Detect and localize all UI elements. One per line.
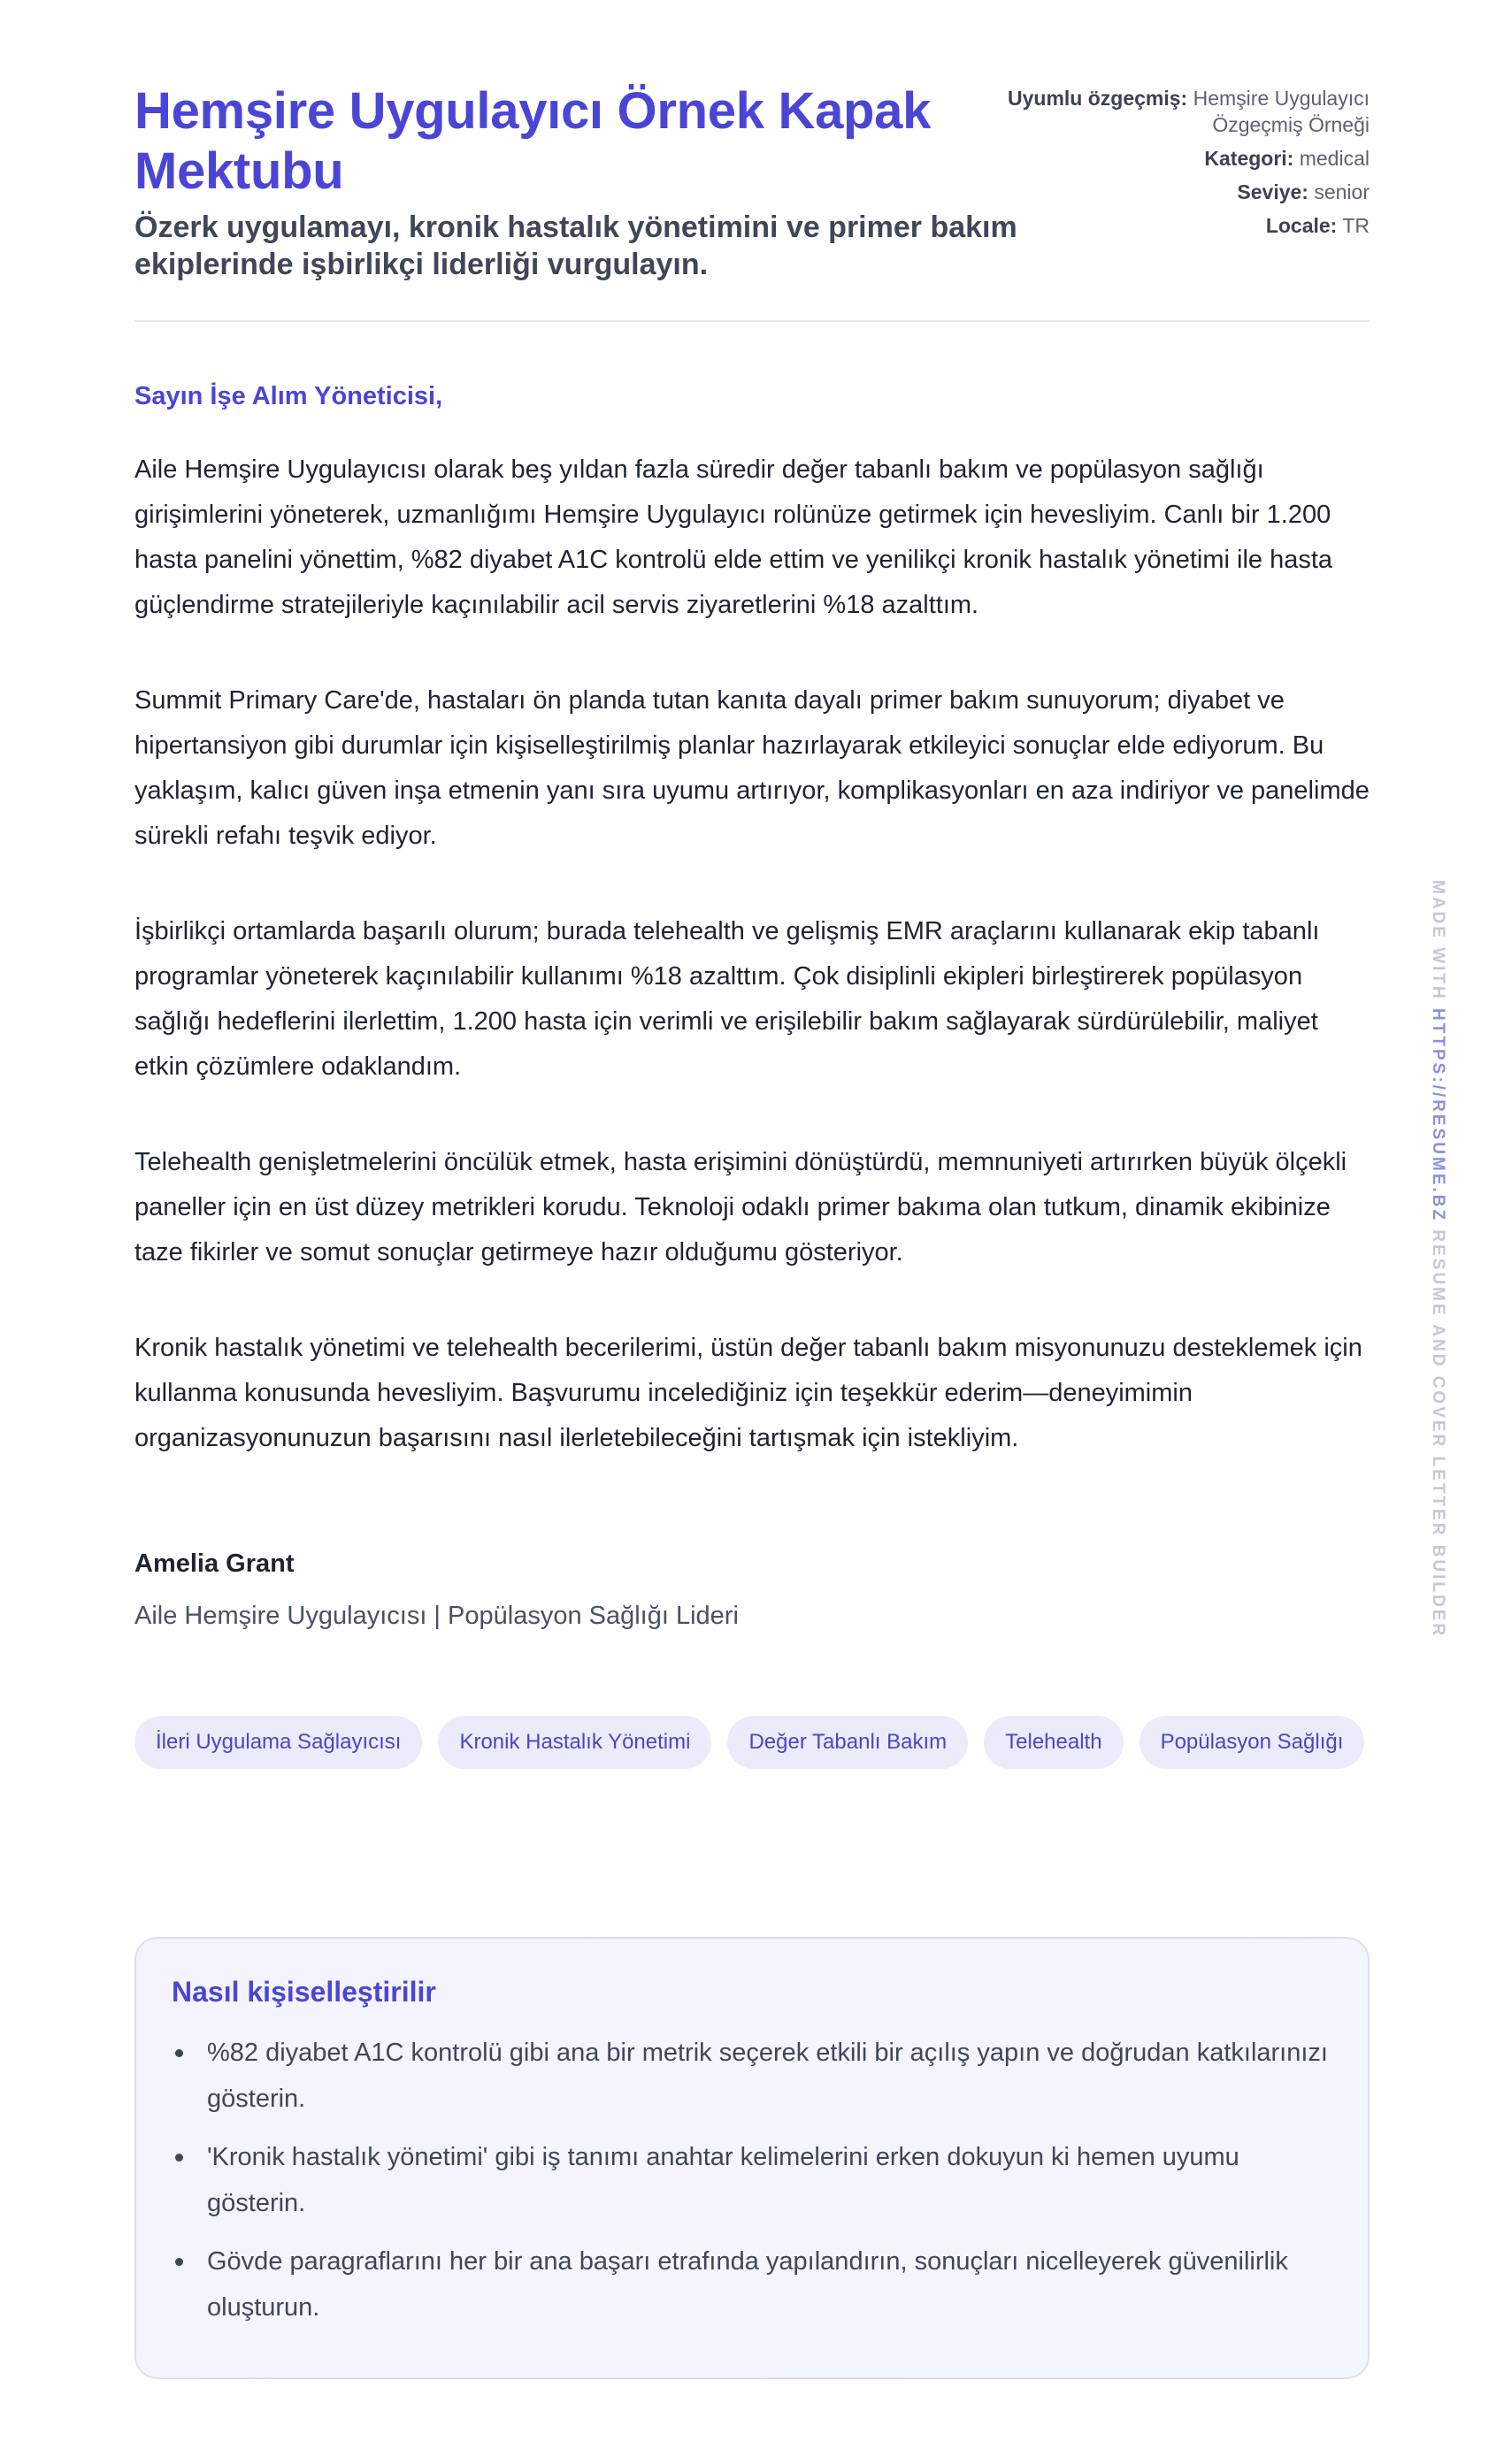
page-title: Hemşire Uygulayıcı Örnek Kapak Mektubu [134,82,932,200]
letter-body [134,448,1370,1511]
tip-item: 'Kronik hastalık yönetimi' gibi iş tanımı anahtar kelimelerini erken dokuyun ki hemen uyumu gösterin. [172,2134,1332,2226]
meta-level [998,179,1370,205]
meta-category-key: Kategori: [1204,147,1294,170]
watermark [1424,880,1451,1639]
letter-paragraph: Telehealth genişletmelerini öncülük etmek, hasta erişimini dönüştürdü, memnuniyeti artırırken büyük ölçekli paneller için en üst düzey metrikleri korudu. Teknoloji odaklı primer bakıma olan tutkum, dinamik ekibinize taze fikirler ve somut sonuçlar getirmeye hazır olduğumu gösteriyor. [134,1148,1347,1266]
meta-category-value: medical [1299,147,1370,170]
tips-title: Nasıl kişiselleştirilir [172,1976,436,2008]
page-subtitle: Özerk uygulamayı, kronik hastalık yönetimini ve primer bakım ekiplerinde işbirlikçi liderliği vurgulayın. [134,210,1017,281]
customization-tips-box [134,1937,1370,2379]
letter-paragraph: Summit Primary Care'de, hastaları ön planda tutan kanıta dayalı primer bakım sunuyorum; diyabet ve hipertansiyon gibi durumlar için kişiselleştirilmiş planlar hazırlayarak etkileyici sonuçlar elde ediyorum. Bu yaklaşım, kalıcı güven inşa etmenin yanı sıra uyumu artırıyor, komplikasyonları en aza indiriyor ve panelimde sürekli refahı teşvik ediyor. [134,686,1370,850]
signature-block [134,1550,739,1631]
meta-locale-value: TR [1342,214,1370,237]
skill-tag[interactable]: Telehealth [984,1716,1123,1769]
tips-list [172,2030,1332,2330]
watermark-link[interactable]: HTTPS://RESUME.BZ [1429,1008,1447,1223]
tip-item: %82 diyabet A1C kontrolü gibi ana bir metrik seçerek etkili bir açılış yapın ve doğrudan katkılarınızı gösterin. [172,2030,1332,2122]
skill-tag[interactable]: Kronik Hastalık Yönetimi [438,1716,711,1769]
signature-name: Amelia Grant [134,1550,295,1578]
meta-locale-key: Locale: [1265,214,1338,237]
meta-resume [998,85,1370,138]
tip-item: Gövde paragraflarını her bir ana başarı etrafında yapılandırın, sonuçları nicelleyerek güvenilirlik oluşturun. [172,2238,1332,2330]
watermark-suffix: RESUME AND COVER LETTER BUILDER [1429,1229,1447,1639]
letter-paragraph: Aile Hemşire Uygulayıcısı olarak beş yıldan fazla süredir değer tabanlı bakım ve popülasyon sağlığı girişimlerini yöneterek, uzmanlığımı Hemşire Uygulayıcı rolünüze getirmek için hevesliyim. Canlı bir 1.200 hasta panelini yönettim, %82 diyabet A1C kontrolü elde ettim ve yenilikçi kronik hastalık yönetimi ile hasta güçlendirme stratejileriyle kaçınılabilir acil servis ziyaretlerini %18 azalttım. [134,455,1333,619]
skill-tags [134,1716,1370,1769]
title-block [134,81,1028,283]
signature-title: Aile Hemşire Uygulayıcısı | Popülasyon Sağlığı Lideri [134,1602,739,1630]
letter-header [134,0,1370,322]
meta-level-value: senior [1314,180,1370,203]
skill-tag[interactable]: Değer Tabanlı Bakım [727,1716,968,1769]
meta-level-key: Seviye: [1237,180,1308,203]
meta-locale [998,212,1370,239]
salutation: Sayın İşe Alım Yöneticisi, [134,382,443,410]
watermark-text [1428,880,1447,1638]
letter-paragraph: Kronik hastalık yönetimi ve telehealth becerilerimi, üstün değer tabanlı bakım misyonunuzu desteklemek için kullanma konusunda hevesliyim. Başvurumu incelediğiniz için teşekkür ederim—deneyimimin organizasyonunuzun başarısını nasıl ilerletebileceğini tartışmak için istekliyim. [134,1334,1362,1452]
meta-resume-key: Uyumlu özgeçmiş: [1008,87,1188,110]
meta-category [998,145,1370,172]
meta-resume-value[interactable]: Hemşire Uygulayıcı Özgeçmiş Örneği [1193,87,1370,136]
letter-paragraph: İşbirlikçi ortamlarda başarılı olurum; burada telehealth ve gelişmiş EMR araçlarını kullanarak ekip tabanlı programlar yöneterek kaçınılabilir kullanımı %18 azalttım. Çok disiplinli ekipleri birleştirerek popülasyon sağlığı hedeflerini ilerlettim, 1.200 hasta için verimli ve erişilebilir bakım sağlayarak sürdürülebilir, maliyet etkin çözümlere odaklandım. [134,917,1320,1081]
meta-panel [998,85,1370,246]
skill-tag[interactable]: Popülasyon Sağlığı [1140,1716,1365,1769]
cover-letter-page [134,0,1370,2322]
skill-tag[interactable]: İleri Uygulama Sağlayıcısı [134,1716,422,1769]
watermark-prefix: MADE WITH [1429,880,1447,1001]
